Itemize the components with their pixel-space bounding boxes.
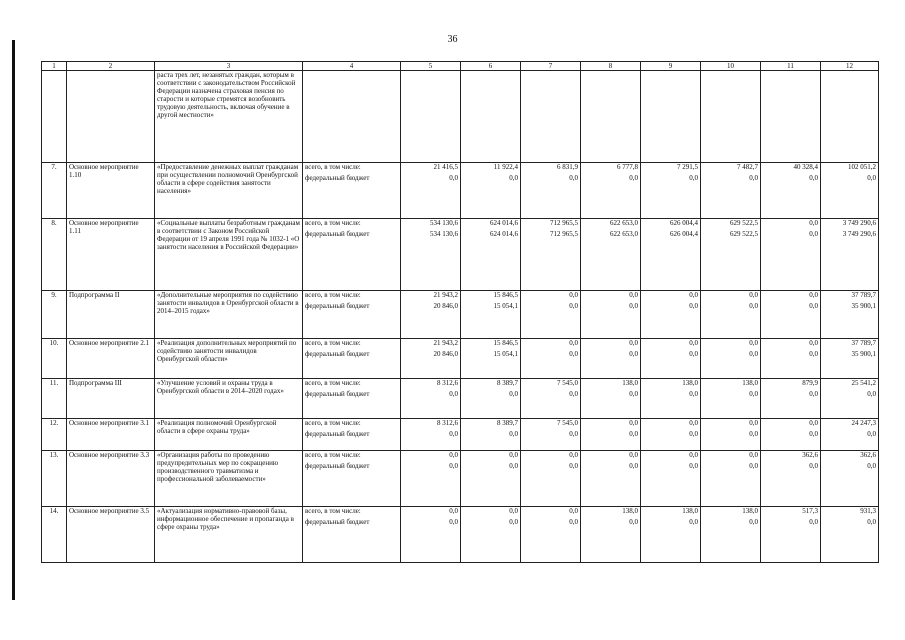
value-cell: [701, 339, 761, 379]
value-total: 138,0: [742, 507, 758, 515]
row-number: 12.: [42, 419, 67, 451]
value-total: 0,0: [689, 419, 698, 427]
value-cell: [521, 163, 581, 219]
cell-empty: [401, 71, 461, 163]
source-federal-label: федеральный бюджет: [305, 230, 370, 238]
value-cell: [461, 507, 521, 563]
cell-empty: [701, 71, 761, 163]
source-federal-label: федеральный бюджет: [305, 174, 370, 182]
value-federal: 0,0: [449, 174, 458, 182]
value-cell: [461, 419, 521, 451]
scan-edge-bar: [12, 40, 15, 600]
source-federal-label: федеральный бюджет: [305, 390, 370, 398]
program-description: «Дополнительные мероприятия по содействию занятости инвалидов в Оренбургской области в 2014–2015 годах»: [155, 291, 303, 339]
value-total: 626 004,4: [670, 219, 698, 227]
value-cell: [521, 507, 581, 563]
value-federal: 0,0: [867, 174, 876, 182]
value-total: 0,0: [689, 339, 698, 347]
value-cell: [701, 219, 761, 291]
value-federal: 0,0: [629, 430, 638, 438]
value-total: 0,0: [749, 291, 758, 299]
program-description: «Социальные выплаты безработным гражданам в соответствии с Законом Российской Федерации от 19 апреля 1991 года № 1032-1 «О занятости населения в Российской Федерации»: [155, 219, 303, 291]
row-number: 8.: [42, 219, 67, 291]
value-total: 624 014,6: [490, 219, 518, 227]
value-cell: [401, 339, 461, 379]
value-federal: 20 846,0: [433, 302, 458, 310]
funding-source: [303, 291, 401, 339]
value-total: 0,0: [809, 339, 818, 347]
value-total: 534 130,6: [430, 219, 458, 227]
column-header: 4: [303, 62, 401, 71]
value-federal: 0,0: [689, 390, 698, 398]
value-cell: [821, 507, 879, 563]
table-row: [42, 163, 879, 219]
value-federal: 0,0: [449, 518, 458, 526]
value-cell: [821, 291, 879, 339]
cell-empty: [303, 71, 401, 163]
source-federal-label: федеральный бюджет: [305, 430, 370, 438]
program-description: «Реализация дополнительных мероприятий по содействию занятости инвалидов Оренбургской области»: [155, 339, 303, 379]
funding-source: [303, 379, 401, 419]
value-cell: [581, 451, 641, 507]
value-federal: 0,0: [569, 302, 578, 310]
value-federal: 0,0: [449, 430, 458, 438]
value-cell: [401, 451, 461, 507]
value-cell: [701, 291, 761, 339]
value-total: 931,3: [860, 507, 876, 515]
value-cell: [641, 219, 701, 291]
value-federal: 0,0: [569, 350, 578, 358]
source-federal-label: федеральный бюджет: [305, 518, 370, 526]
value-federal: 0,0: [749, 302, 758, 310]
column-header: 12: [821, 62, 879, 71]
value-total: 7 291,5: [677, 163, 698, 171]
value-federal: 0,0: [867, 518, 876, 526]
row-number: 10.: [42, 339, 67, 379]
value-total: 629 522,5: [730, 219, 758, 227]
value-total: 0,0: [569, 451, 578, 459]
column-header: 5: [401, 62, 461, 71]
value-total: 712 965,5: [550, 219, 578, 227]
value-federal: 0,0: [629, 174, 638, 182]
value-cell: [401, 419, 461, 451]
source-total-label: всего, в том числе:: [305, 379, 361, 387]
value-total: 0,0: [749, 451, 758, 459]
value-cell: [761, 451, 821, 507]
value-cell: [761, 507, 821, 563]
value-federal: 0,0: [749, 350, 758, 358]
column-header: 2: [67, 62, 155, 71]
value-total: 0,0: [569, 291, 578, 299]
value-federal: 0,0: [867, 390, 876, 398]
value-total: 21 416,5: [433, 163, 458, 171]
program-name: Основное мероприятие 3.1: [67, 419, 155, 451]
value-total: 0,0: [629, 291, 638, 299]
value-federal: 0,0: [749, 390, 758, 398]
program-name: Подпрограмма II: [67, 291, 155, 339]
value-federal: 35 900,1: [851, 302, 876, 310]
program-name: Основное мероприятие 1.10: [67, 163, 155, 219]
value-federal: 534 130,6: [430, 230, 458, 238]
value-federal: 0,0: [809, 230, 818, 238]
value-cell: [701, 379, 761, 419]
table-row: [42, 219, 879, 291]
budget-table: [41, 61, 879, 563]
value-federal: 15 054,1: [493, 302, 518, 310]
value-federal: 20 846,0: [433, 350, 458, 358]
value-total: 7 545,0: [557, 379, 578, 387]
source-total-label: всего, в том числе:: [305, 507, 361, 515]
row-number: 14.: [42, 507, 67, 563]
value-total: 21 943,2: [433, 339, 458, 347]
value-federal: 0,0: [629, 390, 638, 398]
value-total: 3 749 290,6: [842, 219, 876, 227]
value-cell: [461, 451, 521, 507]
value-total: 138,0: [622, 379, 638, 387]
value-total: 0,0: [749, 339, 758, 347]
column-header: 3: [155, 62, 303, 71]
value-cell: [641, 419, 701, 451]
column-header: 10: [701, 62, 761, 71]
funding-source: [303, 507, 401, 563]
value-federal: 0,0: [689, 462, 698, 470]
value-total: 0,0: [509, 507, 518, 515]
value-cell: [461, 339, 521, 379]
value-cell: [401, 507, 461, 563]
value-cell: [581, 339, 641, 379]
value-cell: [641, 507, 701, 563]
value-cell: [821, 451, 879, 507]
value-cell: [521, 419, 581, 451]
program-name: Основное мероприятие 3.3: [67, 451, 155, 507]
cell-empty: [42, 71, 67, 163]
value-total: 37 789,7: [851, 339, 876, 347]
program-description: «Реализация полномочий Оренбургской области в сфере охраны труда»: [155, 419, 303, 451]
value-cell: [521, 291, 581, 339]
value-total: 6 831,9: [557, 163, 578, 171]
table-row: [42, 419, 879, 451]
column-header: 9: [641, 62, 701, 71]
value-cell: [641, 339, 701, 379]
column-header: 1: [42, 62, 67, 71]
funding-source: [303, 451, 401, 507]
value-federal: 0,0: [867, 462, 876, 470]
continuation-row: [42, 71, 879, 163]
value-cell: [701, 507, 761, 563]
value-total: 0,0: [569, 507, 578, 515]
cell-empty: [581, 71, 641, 163]
value-total: 37 789,7: [851, 291, 876, 299]
value-total: 24 247,3: [851, 419, 876, 427]
program-description: «Предоставление денежных выплат гражданам при осуществлении полномочий Оренбургской области в сфере содействия занятости населения»: [155, 163, 303, 219]
value-federal: 622 653,0: [610, 230, 638, 238]
cell-empty: [461, 71, 521, 163]
value-cell: [821, 419, 879, 451]
table-row: [42, 451, 879, 507]
source-federal-label: федеральный бюджет: [305, 302, 370, 310]
value-total: 879,9: [802, 379, 818, 387]
value-federal: 0,0: [809, 390, 818, 398]
value-total: 15 846,5: [493, 291, 518, 299]
value-federal: 0,0: [809, 350, 818, 358]
value-total: 6 777,8: [617, 163, 638, 171]
value-cell: [401, 291, 461, 339]
value-cell: [581, 219, 641, 291]
value-total: 8 389,7: [497, 379, 518, 387]
value-cell: [521, 339, 581, 379]
value-federal: 0,0: [749, 462, 758, 470]
value-cell: [581, 379, 641, 419]
value-federal: 0,0: [509, 390, 518, 398]
value-cell: [761, 379, 821, 419]
value-cell: [821, 219, 879, 291]
source-total-label: всего, в том числе:: [305, 339, 361, 347]
table-row: [42, 339, 879, 379]
value-federal: 0,0: [689, 350, 698, 358]
value-cell: [461, 291, 521, 339]
value-federal: 0,0: [689, 302, 698, 310]
value-total: 0,0: [689, 451, 698, 459]
value-federal: 0,0: [629, 302, 638, 310]
row-number: 11.: [42, 379, 67, 419]
continuation-text: раста трех лет, незанятых граждан, которым в соответствии с законодательством Российской Федерации назначена страховая пенсия по старости и которые стремятся возобновить трудовую деятельность, включая обучение в другой местности»: [155, 71, 303, 163]
value-total: 0,0: [809, 219, 818, 227]
value-cell: [701, 163, 761, 219]
value-cell: [521, 379, 581, 419]
cell-empty: [821, 71, 879, 163]
value-cell: [761, 163, 821, 219]
value-total: 25 541,2: [851, 379, 876, 387]
value-cell: [581, 163, 641, 219]
value-cell: [641, 451, 701, 507]
value-total: 15 846,5: [493, 339, 518, 347]
source-federal-label: федеральный бюджет: [305, 462, 370, 470]
source-total-label: всего, в том числе:: [305, 419, 361, 427]
value-federal: 624 014,6: [490, 230, 518, 238]
value-total: 0,0: [809, 291, 818, 299]
value-total: 362,6: [802, 451, 818, 459]
value-federal: 0,0: [629, 350, 638, 358]
value-federal: 0,0: [809, 302, 818, 310]
program-name: Основное мероприятие 3.5: [67, 507, 155, 563]
value-federal: 0,0: [629, 462, 638, 470]
value-total: 0,0: [749, 419, 758, 427]
source-total-label: всего, в том числе:: [305, 291, 361, 299]
value-total: 7 545,0: [557, 419, 578, 427]
value-federal: 0,0: [867, 430, 876, 438]
value-federal: 0,0: [749, 174, 758, 182]
value-cell: [461, 219, 521, 291]
value-total: 8 389,7: [497, 419, 518, 427]
value-cell: [761, 339, 821, 379]
value-federal: 0,0: [509, 462, 518, 470]
value-total: 517,3: [802, 507, 818, 515]
column-header: 11: [761, 62, 821, 71]
value-federal: 0,0: [809, 518, 818, 526]
value-federal: 0,0: [809, 174, 818, 182]
funding-source: [303, 219, 401, 291]
value-federal: 0,0: [449, 462, 458, 470]
value-federal: 0,0: [509, 430, 518, 438]
value-federal: 0,0: [689, 174, 698, 182]
program-description: «Актуализация нормативно-правовой базы, информационное обеспечение и пропаганда в сфере охраны труда»: [155, 507, 303, 563]
value-total: 0,0: [449, 451, 458, 459]
column-number-row: [42, 62, 879, 71]
value-federal: 0,0: [569, 430, 578, 438]
value-cell: [401, 163, 461, 219]
value-total: 40 328,4: [793, 163, 818, 171]
cell-empty: [521, 71, 581, 163]
value-cell: [761, 291, 821, 339]
cell-empty: [761, 71, 821, 163]
value-cell: [521, 219, 581, 291]
value-federal: 629 522,5: [730, 230, 758, 238]
value-cell: [461, 379, 521, 419]
value-total: 7 482,7: [737, 163, 758, 171]
source-total-label: всего, в том числе:: [305, 163, 361, 171]
value-total: 622 653,0: [610, 219, 638, 227]
value-federal: 0,0: [689, 518, 698, 526]
value-total: 0,0: [629, 451, 638, 459]
funding-source: [303, 419, 401, 451]
source-total-label: всего, в том числе:: [305, 451, 361, 459]
source-federal-label: федеральный бюджет: [305, 350, 370, 358]
funding-source: [303, 339, 401, 379]
value-cell: [821, 163, 879, 219]
row-number: 9.: [42, 291, 67, 339]
value-cell: [581, 291, 641, 339]
cell-empty: [67, 71, 155, 163]
value-federal: 0,0: [569, 462, 578, 470]
value-federal: 0,0: [809, 430, 818, 438]
value-cell: [761, 219, 821, 291]
value-federal: 0,0: [569, 174, 578, 182]
value-federal: 0,0: [809, 462, 818, 470]
source-total-label: всего, в том числе:: [305, 219, 361, 227]
value-cell: [521, 451, 581, 507]
value-federal: 0,0: [689, 430, 698, 438]
table-row: [42, 379, 879, 419]
value-cell: [461, 163, 521, 219]
column-header: 7: [521, 62, 581, 71]
row-number: 7.: [42, 163, 67, 219]
value-cell: [401, 219, 461, 291]
value-federal: 626 004,4: [670, 230, 698, 238]
value-cell: [581, 507, 641, 563]
value-total: 0,0: [809, 419, 818, 427]
value-total: 102 051,2: [848, 163, 876, 171]
funding-source: [303, 163, 401, 219]
value-total: 0,0: [689, 291, 698, 299]
value-cell: [821, 339, 879, 379]
program-name: Подпрограмма III: [67, 379, 155, 419]
value-federal: 0,0: [509, 174, 518, 182]
column-header: 6: [461, 62, 521, 71]
cell-empty: [641, 71, 701, 163]
value-total: 362,6: [860, 451, 876, 459]
program-description: «Улучшение условий и охраны труда в Оренбургской области в 2014–2020 годах»: [155, 379, 303, 419]
value-total: 0,0: [449, 507, 458, 515]
value-total: 138,0: [742, 379, 758, 387]
row-number: 13.: [42, 451, 67, 507]
value-federal: 15 054,1: [493, 350, 518, 358]
value-total: 138,0: [682, 507, 698, 515]
value-cell: [701, 419, 761, 451]
value-total: 138,0: [622, 507, 638, 515]
value-total: 138,0: [682, 379, 698, 387]
value-federal: 0,0: [629, 518, 638, 526]
value-federal: 0,0: [569, 390, 578, 398]
value-cell: [581, 419, 641, 451]
value-federal: 712 965,5: [550, 230, 578, 238]
value-total: 11 922,4: [493, 163, 518, 171]
value-total: 0,0: [629, 419, 638, 427]
page-number: 36: [447, 34, 458, 45]
value-cell: [641, 291, 701, 339]
value-federal: 0,0: [749, 430, 758, 438]
table-row: [42, 291, 879, 339]
value-federal: 0,0: [749, 518, 758, 526]
value-cell: [821, 379, 879, 419]
value-cell: [701, 451, 761, 507]
value-total: 21 943,2: [433, 291, 458, 299]
value-federal: 0,0: [509, 518, 518, 526]
value-cell: [641, 379, 701, 419]
value-federal: 3 749 290,6: [842, 230, 876, 238]
value-total: 0,0: [509, 451, 518, 459]
value-federal: 0,0: [449, 390, 458, 398]
program-name: Основное мероприятие 2.1: [67, 339, 155, 379]
value-federal: 0,0: [569, 518, 578, 526]
value-total: 0,0: [629, 339, 638, 347]
value-cell: [761, 419, 821, 451]
value-federal: 35 900,1: [851, 350, 876, 358]
value-cell: [641, 163, 701, 219]
program-name: Основное мероприятие 1.11: [67, 219, 155, 291]
value-total: 8 312,6: [437, 419, 458, 427]
column-header: 8: [581, 62, 641, 71]
table-row: [42, 507, 879, 563]
program-description: «Организация работы по проведению предупредительных мер по сокращению производственного травматизма и профессиональной заболеваемости»: [155, 451, 303, 507]
value-total: 0,0: [569, 339, 578, 347]
value-total: 8 312,6: [437, 379, 458, 387]
value-cell: [401, 379, 461, 419]
